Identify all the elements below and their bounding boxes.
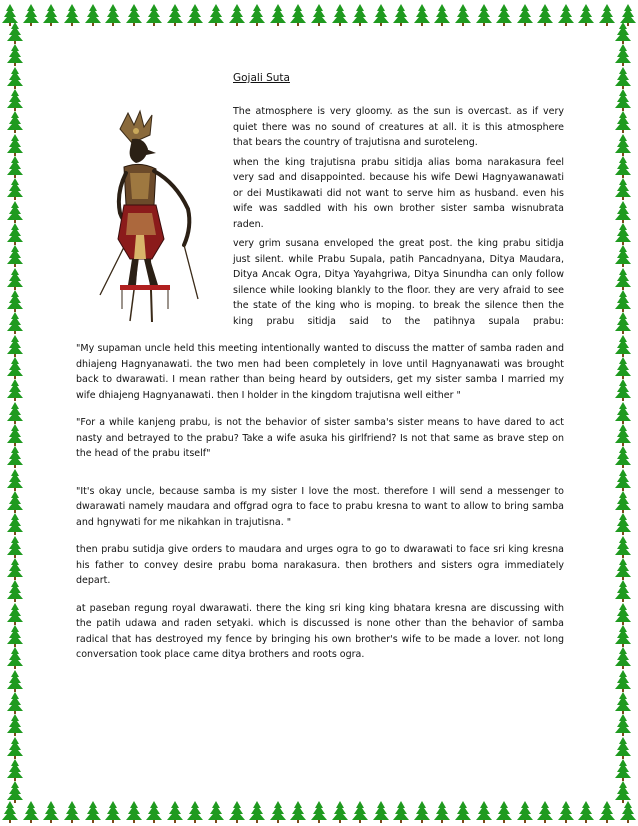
pine-tree-icon bbox=[615, 379, 631, 401]
pine-tree-icon bbox=[578, 801, 594, 823]
pine-tree-icon bbox=[311, 4, 327, 26]
pine-tree-icon bbox=[615, 513, 631, 535]
document-page bbox=[76, 70, 564, 667]
pine-tree-icon bbox=[7, 335, 23, 357]
pine-tree-icon bbox=[615, 759, 631, 781]
pine-tree-icon bbox=[615, 558, 631, 580]
pine-tree-icon bbox=[615, 201, 631, 223]
pine-tree-icon bbox=[332, 4, 348, 26]
pine-tree-icon bbox=[615, 223, 631, 245]
wayang-puppet-icon bbox=[80, 109, 220, 324]
pine-tree-icon bbox=[615, 134, 631, 156]
pine-tree-icon bbox=[290, 801, 306, 823]
paragraph-5: "For a while kanjeng prabu, is not the behavior of sister samba's sister means to have dared to act nasty and betrayed to the prabu? Take a wife asuka his girlfriend? Is not that same as brave step on the head of the prabu itself" bbox=[76, 417, 564, 459]
pine-tree-icon bbox=[615, 357, 631, 379]
pine-tree-icon bbox=[7, 312, 23, 334]
pine-tree-icon bbox=[517, 801, 533, 823]
page-border-left bbox=[2, 22, 28, 804]
pine-tree-icon bbox=[393, 801, 409, 823]
page-border-bottom bbox=[0, 799, 638, 825]
pine-tree-icon bbox=[7, 379, 23, 401]
pine-tree-icon bbox=[352, 801, 368, 823]
pine-tree-icon bbox=[7, 67, 23, 89]
pine-tree-icon bbox=[146, 801, 162, 823]
pine-tree-icon bbox=[146, 4, 162, 26]
pine-tree-icon bbox=[187, 4, 203, 26]
pine-tree-icon bbox=[249, 801, 265, 823]
paragraph-3: very grim susana enveloped the great post. the king prabu sitidja just silent. while Prabu Supala, patih Pancadnyana, Ditya Maudara, Ditya Ancak Ogra, Ditya Yayahgriwa, Ditya Sinundha can only follow silence while looking blankly to the floor. they are very afraid to see the state of the king who is moping. to break the silence then the king prabu sitidja said to the patihnya supala prabu: bbox=[233, 238, 564, 327]
pine-tree-icon bbox=[615, 402, 631, 424]
pine-tree-icon bbox=[332, 801, 348, 823]
pine-tree-icon bbox=[352, 4, 368, 26]
pine-tree-icon bbox=[434, 4, 450, 26]
pine-tree-icon bbox=[615, 625, 631, 647]
pine-tree-icon bbox=[7, 580, 23, 602]
pine-tree-icon bbox=[615, 647, 631, 669]
pine-tree-icon bbox=[7, 223, 23, 245]
pine-tree-icon bbox=[615, 67, 631, 89]
pine-tree-icon bbox=[290, 4, 306, 26]
pine-tree-icon bbox=[7, 603, 23, 625]
pine-tree-icon bbox=[126, 801, 142, 823]
pine-tree-icon bbox=[455, 801, 471, 823]
pine-tree-icon bbox=[7, 245, 23, 267]
pine-tree-icon bbox=[64, 801, 80, 823]
pine-tree-icon bbox=[7, 446, 23, 468]
document-title: Gojali Suta bbox=[233, 72, 290, 84]
pine-tree-icon bbox=[615, 89, 631, 111]
paragraph-8: at paseban regung royal dwarawati. there the king sri king king bhatara kresna are discussing with the patih udawa and raden setyaki. which is discussed is none other than the behavior of samba radical that has destroyed my fence by bringing his own brother's wife to be made a lover. not long conversation took place came ditya brothers and roots ogra. bbox=[76, 602, 564, 660]
pine-tree-icon bbox=[249, 4, 265, 26]
pine-tree-icon bbox=[43, 4, 59, 26]
paragraph-1: The atmosphere is very gloomy. as the sun is overcast. as if very quiet there was no sound of creatures at all. it is this atmosphere that bears the country of trajutisna and suroteleng. bbox=[233, 106, 564, 148]
pine-tree-icon bbox=[414, 4, 430, 26]
pine-tree-icon bbox=[208, 801, 224, 823]
pine-tree-icon bbox=[615, 580, 631, 602]
pine-tree-icon bbox=[7, 670, 23, 692]
pine-tree-icon bbox=[7, 268, 23, 290]
pine-tree-icon bbox=[373, 4, 389, 26]
page-border-right bbox=[610, 22, 636, 804]
paragraph-4: "My supaman uncle held this meeting intentionally wanted to discuss the matter of samba raden and dhiajeng Hagnyanawati. the two men had been completely in love until Hagnyanawati was brought back to dwarawati. I mean rather than being heard by outsiders, get my sister samba I married my wife dhiajeng Hagnyanawati. then I holder in the kingdom trajutisna well either " bbox=[76, 343, 564, 401]
pine-tree-icon bbox=[7, 44, 23, 66]
pine-tree-icon bbox=[393, 4, 409, 26]
pine-tree-icon bbox=[229, 4, 245, 26]
pine-tree-icon bbox=[615, 312, 631, 334]
pine-tree-icon bbox=[615, 268, 631, 290]
pine-tree-icon bbox=[615, 111, 631, 133]
pine-tree-icon bbox=[414, 801, 430, 823]
pine-tree-icon bbox=[7, 201, 23, 223]
pine-tree-icon bbox=[23, 801, 39, 823]
pine-tree-icon bbox=[126, 4, 142, 26]
pine-tree-icon bbox=[615, 245, 631, 267]
pine-tree-icon bbox=[615, 469, 631, 491]
pine-tree-icon bbox=[7, 424, 23, 446]
pine-tree-icon bbox=[615, 424, 631, 446]
pine-tree-icon bbox=[105, 4, 121, 26]
pine-tree-icon bbox=[7, 469, 23, 491]
pine-tree-icon bbox=[615, 692, 631, 714]
pine-tree-icon bbox=[558, 4, 574, 26]
pine-tree-icon bbox=[7, 714, 23, 736]
pine-tree-icon bbox=[537, 801, 553, 823]
pine-tree-icon bbox=[517, 4, 533, 26]
pine-tree-icon bbox=[7, 625, 23, 647]
pine-tree-icon bbox=[7, 357, 23, 379]
pine-tree-icon bbox=[599, 801, 615, 823]
pine-tree-icon bbox=[615, 335, 631, 357]
pine-tree-icon bbox=[85, 801, 101, 823]
pine-tree-icon bbox=[7, 513, 23, 535]
pine-tree-icon bbox=[476, 4, 492, 26]
pine-tree-icon bbox=[615, 44, 631, 66]
pine-tree-icon bbox=[615, 714, 631, 736]
pine-tree-icon bbox=[373, 801, 389, 823]
pine-tree-icon bbox=[85, 4, 101, 26]
pine-tree-icon bbox=[105, 801, 121, 823]
pine-tree-icon bbox=[620, 801, 636, 823]
pine-tree-icon bbox=[578, 4, 594, 26]
pine-tree-icon bbox=[7, 156, 23, 178]
pine-tree-icon bbox=[615, 156, 631, 178]
pine-tree-icon bbox=[615, 178, 631, 200]
pine-tree-icon bbox=[615, 446, 631, 468]
pine-tree-icon bbox=[43, 801, 59, 823]
pine-tree-icon bbox=[7, 89, 23, 111]
pine-tree-icon bbox=[208, 4, 224, 26]
pine-tree-icon bbox=[7, 290, 23, 312]
pine-tree-icon bbox=[615, 737, 631, 759]
pine-tree-icon bbox=[229, 801, 245, 823]
paragraph-6: "It's okay uncle, because samba is my sister I love the most. therefore I will send a messenger to dwarawati namely maudara and offgrad ogra to face to prabu kresna to want to allow to bring samba and hgnywati for me nikahkan in trajutisna. " bbox=[76, 485, 564, 528]
pine-tree-icon bbox=[615, 670, 631, 692]
pine-tree-icon bbox=[187, 801, 203, 823]
pine-tree-icon bbox=[615, 536, 631, 558]
pine-tree-icon bbox=[615, 603, 631, 625]
pine-tree-icon bbox=[455, 4, 471, 26]
pine-tree-icon bbox=[537, 4, 553, 26]
pine-tree-icon bbox=[7, 491, 23, 513]
pine-tree-icon bbox=[7, 178, 23, 200]
page-border-top bbox=[0, 2, 638, 28]
pine-tree-icon bbox=[615, 22, 631, 44]
pine-tree-icon bbox=[270, 801, 286, 823]
pine-tree-icon bbox=[7, 111, 23, 133]
pine-tree-icon bbox=[2, 801, 18, 823]
pine-tree-icon bbox=[615, 290, 631, 312]
pine-tree-icon bbox=[7, 737, 23, 759]
pine-tree-icon bbox=[7, 134, 23, 156]
pine-tree-icon bbox=[615, 781, 631, 803]
pine-tree-icon bbox=[7, 781, 23, 803]
pine-tree-icon bbox=[7, 692, 23, 714]
pine-tree-icon bbox=[496, 4, 512, 26]
pine-tree-icon bbox=[476, 801, 492, 823]
pine-tree-icon bbox=[7, 402, 23, 424]
pine-tree-icon bbox=[270, 4, 286, 26]
pine-tree-icon bbox=[7, 536, 23, 558]
pine-tree-icon bbox=[7, 558, 23, 580]
pine-tree-icon bbox=[64, 4, 80, 26]
pine-tree-icon bbox=[7, 647, 23, 669]
paragraph-7: then prabu sutidja give orders to maudara and urges ogra to go to dwarawati to face sri king kresna his father to convey desire prabu boma narakasura. then brothers and sisters ogra immediately depart. bbox=[76, 544, 564, 586]
pine-tree-icon bbox=[496, 801, 512, 823]
pine-tree-icon bbox=[167, 4, 183, 26]
pine-tree-icon bbox=[167, 801, 183, 823]
wayang-puppet-illustration bbox=[76, 109, 223, 326]
pine-tree-icon bbox=[311, 801, 327, 823]
pine-tree-icon bbox=[558, 801, 574, 823]
paragraph-2: when the king trajutisna prabu sitidja alias boma narakasura feel very sad and disappointed. because his wife Dewi Hagnyawanawati or dei Mustikawati did not want to serve him as husband. even his wife was saddled with his own brother sister samba wisnubrata raden. bbox=[233, 156, 564, 230]
pine-tree-icon bbox=[615, 491, 631, 513]
pine-tree-icon bbox=[7, 22, 23, 44]
pine-tree-icon bbox=[434, 801, 450, 823]
pine-tree-icon bbox=[7, 759, 23, 781]
